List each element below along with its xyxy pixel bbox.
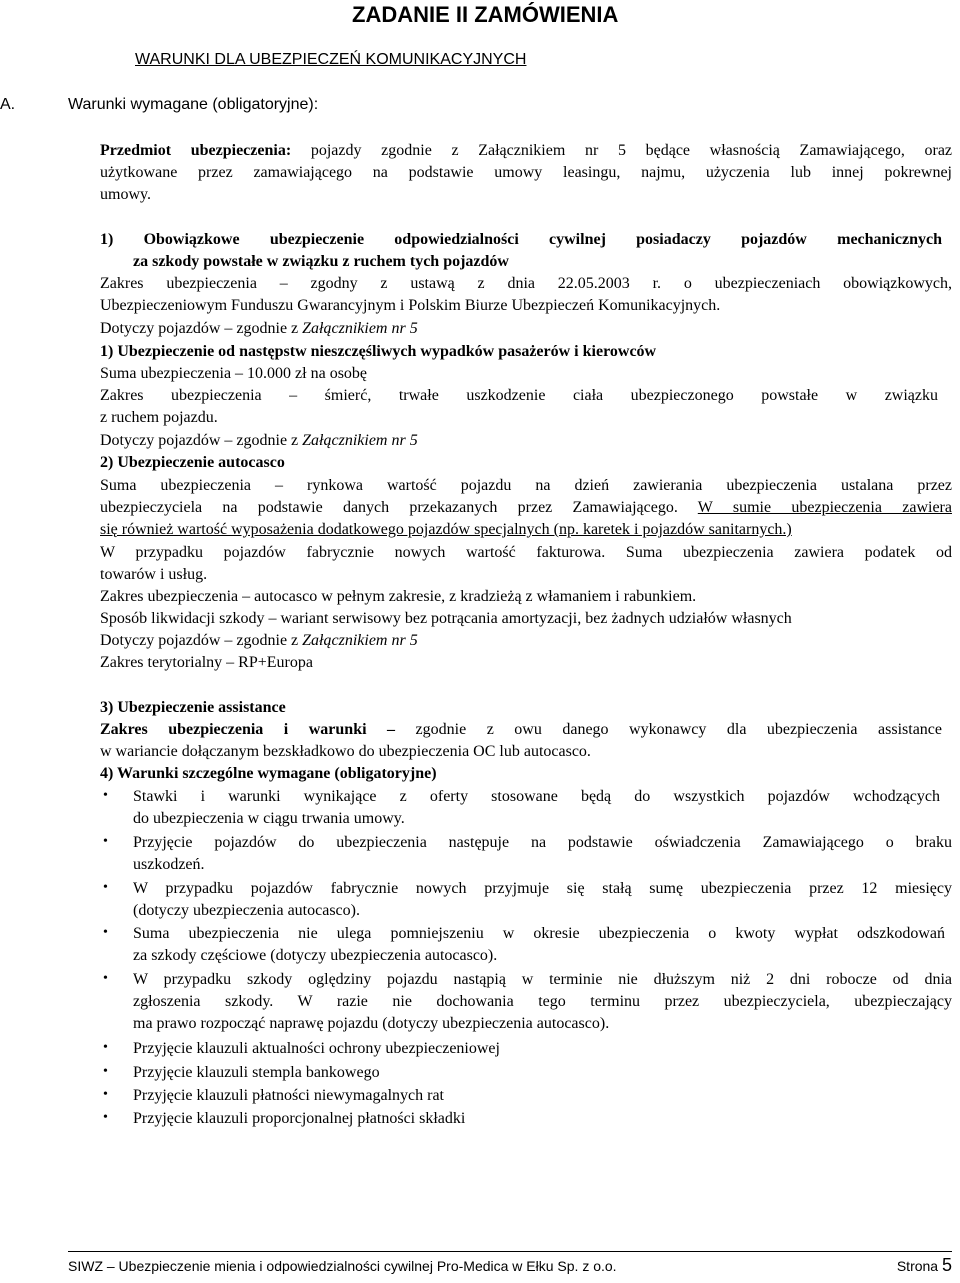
ac-zakres: Zakres ubezpieczenia – autocasco w pełnym zakresie, z kradzieżą z włamaniem i rabunkiem. [100,588,697,605]
nnw-heading: 1) Ubezpieczenie od następstw nieszczęśliwych wypadków pasażerów i kierowców [100,343,657,360]
przedmiot-line-2: użytkowane przez zamawiającego na podstawie umowy leasingu, najmu, użyczenia lub innej pokrewnej [100,164,952,181]
list-item: Przyjęcie klauzuli stempla bankowego [133,1064,380,1081]
list-item: W przypadku pojazdów fabrycznie nowych przyjmuje się stałą sumę ubezpieczenia przez 12 miesięcy (dotyczy ubezpieczenia autocasco). [133,880,952,919]
oc-dotyczy: Dotyczy pojazdów – zgodnie z Załącznikiem nr 5 [100,320,418,337]
ac-dotyczy: Dotyczy pojazdów – zgodnie z Załącznikiem nr 5 [100,632,418,649]
oc-heading-line-1: 1) Obowiązkowe ubezpieczenie odpowiedzialności cywilnej posiadaczy pojazdów mechanicznych [100,231,942,248]
bullet-icon: • [103,1110,108,1125]
document-title: ZADANIE II ZAMÓWIENIA [352,2,619,27]
list-item: Przyjęcie klauzuli aktualności ochrony ubezpieczeniowej [133,1040,500,1057]
bullet-icon: • [103,1087,108,1102]
document-subtitle: WARUNKI DLA UBEZPIECZEŃ KOMUNIKACYJNYCH [135,51,527,68]
ac-suma: Suma ubezpieczenia – rynkowa wartość pojazdu na dzień zawierania ubezpieczenia ustalana przez ubezpieczyciela na podstawie danych przekazanych przez Zamawiającego. W sumie ubezpieczenia zawiera się również wartość wyposażenia dodatkowego pojazdów specjalnych (np. karetek i pojazdów sanitarnych.) [100,477,952,538]
bullet-icon: • [103,834,108,849]
oc-attachment-ref: Załącznikiem nr 5 [302,320,418,337]
bullet-icon: • [103,1064,108,1079]
section-marker: A. [0,96,16,113]
ac-sposob: Sposób likwidacji szkody – wariant serwisowy bez potrącania amortyzacji, bez żadnych udziałów własnych [100,610,792,627]
assistance-zakres: Zakres ubezpieczenia i warunki – zgodnie z owu danego wykonawcy dla ubezpieczenia assistance w wariancie dołączanym bezskładkowo do ubezpieczenia OC lub autocasco. [100,721,942,760]
bullet-icon: • [103,971,108,986]
nnw-suma: Suma ubezpieczenia – 10.000 zł na osobę [100,365,368,382]
nnw-zakres: Zakres ubezpieczenia – śmierć, trwałe uszkodzenie ciała ubezpieczonego powstałe w związku z ruchem pojazdu. [100,387,938,426]
przedmiot-line-1: Przedmiot ubezpieczenia: pojazdy zgodnie z Załącznikiem nr 5 będące własnością Zamawiającego, oraz [100,142,953,159]
list-item: Stawki i warunki wynikające z oferty stosowane będą do wszystkich pojazdów wchodzących do ubezpieczenia w ciągu trwania umowy. [133,788,940,827]
bullet-icon: • [103,1040,108,1055]
nnw-attachment-ref: Załącznikiem nr 5 [302,432,418,449]
ac-heading: 2) Ubezpieczenie autocasco [100,454,285,471]
bullet-icon: • [103,880,108,895]
page-number: 5 [941,1255,952,1275]
ac-nowe: W przypadku pojazdów fabrycznie nowych wartość fakturowa. Suma ubezpieczenia zawiera podatek od towarów i usług. [100,544,952,583]
list-item: Przyjęcie pojazdów do ubezpieczenia następuje na podstawie oświadczenia Zamawiającego o braku uszkodzeń. [133,834,952,873]
list-item: Przyjęcie klauzuli płatności niewymagalnych rat [133,1087,444,1104]
bullet-icon: • [103,925,108,940]
footer-divider [68,1251,952,1252]
ac-terytorialny: Zakres terytorialny – RP+Europa [100,654,313,671]
list-item: W przypadku szkody oględziny pojazdu nastąpią w terminie nie dłuższym niż 2 dni robocze od dnia zgłoszenia szkody. W razie nie dochowania tego terminu przez ubezpieczyciela, ubezpieczający ma prawo rozpocząć naprawę pojazdu (dotyczy ubezpieczenia autocasco). [133,971,952,1032]
bullet-icon: • [103,788,108,803]
szczegolne-heading: 4) Warunki szczególne wymagane (obligatoryjne) [100,765,437,782]
section-heading: Warunki wymagane (obligatoryjne): [68,96,319,113]
list-item: Przyjęcie klauzuli proporcjonalnej płatności składki [133,1110,466,1127]
footer-text: SIWZ – Ubezpieczenie mienia i odpowiedzialności cywilnej Pro-Medica w Ełku Sp. z o.o. [68,1258,617,1274]
oc-heading-line-2: za szkody powstałe w związku z ruchem tych pojazdów [133,253,509,270]
przedmiot-line-3: umowy. [100,186,151,203]
przedmiot-paragraph [100,140,952,206]
assistance-heading: 3) Ubezpieczenie assistance [100,699,286,716]
page-indicator: Strona 5 [896,1255,952,1275]
list-item: Suma ubezpieczenia nie ulega pomniejszeniu w okresie ubezpieczenia o kwoty wypłat odszkodowań za szkody częściowe (dotyczy ubezpieczenia autocasco). [133,925,945,964]
nnw-dotyczy: Dotyczy pojazdów – zgodnie z Załącznikiem nr 5 [100,432,418,449]
oc-zakres: Zakres ubezpieczenia – zgodny z ustawą z dnia 22.05.2003 r. o ubezpieczeniach obowiązkowych, Ubezpieczeniowym Funduszu Gwarancyjnym i Polskim Biurze Ubezpieczeń Komunikacyjnych. [100,275,952,314]
ac-attachment-ref: Załącznikiem nr 5 [302,632,418,649]
przedmiot-label: Przedmiot ubezpieczenia: [100,142,292,159]
